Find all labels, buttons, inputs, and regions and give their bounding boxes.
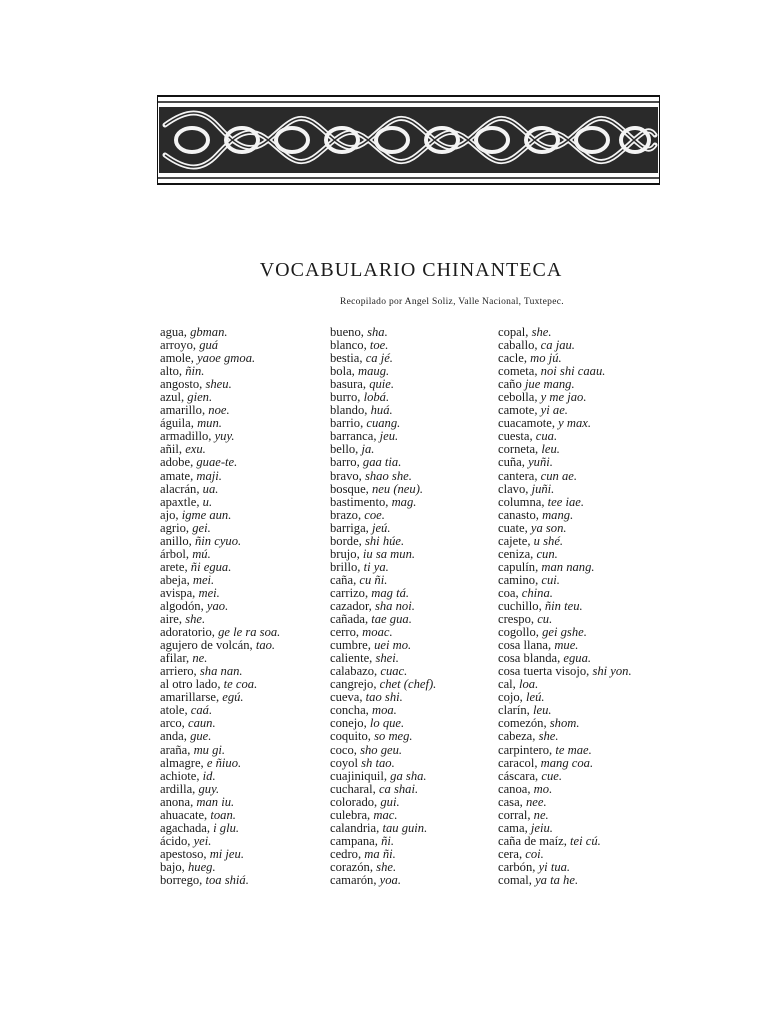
spanish-word: araña, bbox=[160, 742, 191, 757]
chinanteca-translation: mang. bbox=[542, 507, 574, 522]
spanish-word: coyol bbox=[330, 755, 358, 770]
chinanteca-translation: id. bbox=[202, 768, 216, 783]
spanish-word: bello, bbox=[330, 442, 359, 457]
chinanteca-translation: china. bbox=[521, 585, 553, 600]
chinanteca-translation: gui. bbox=[380, 794, 400, 809]
spanish-word: corazón, bbox=[330, 859, 374, 874]
spanish-word: brujo, bbox=[330, 546, 360, 561]
chinanteca-translation: cun ae. bbox=[540, 468, 578, 483]
vocabulary-entry bbox=[330, 561, 505, 574]
spanish-word: ahuacate, bbox=[160, 807, 208, 822]
chinanteca-translation: cu ñi. bbox=[359, 572, 388, 587]
chinanteca-translation: cun. bbox=[536, 546, 558, 561]
spanish-word: anda, bbox=[160, 729, 187, 744]
spanish-word: carrizo, bbox=[330, 585, 369, 600]
chinanteca-translation: man iu. bbox=[196, 794, 235, 809]
chinanteca-translation: mei. bbox=[192, 572, 215, 587]
chinanteca-translation: yuy. bbox=[214, 429, 235, 444]
chinanteca-translation: yuñi. bbox=[528, 455, 553, 470]
chinanteca-translation: gaa tia. bbox=[362, 455, 402, 470]
spanish-word: borde, bbox=[330, 533, 362, 548]
chinanteca-translation: cu. bbox=[537, 612, 553, 627]
spanish-word: armadillo, bbox=[160, 429, 212, 444]
spanish-word: amole, bbox=[160, 351, 194, 366]
chinanteca-translation: toan. bbox=[210, 807, 236, 822]
spanish-word: burro, bbox=[330, 390, 361, 405]
chinanteca-translation: mei. bbox=[198, 585, 220, 600]
spanish-word: cuchillo, bbox=[498, 598, 542, 613]
spanish-word: cuate, bbox=[498, 520, 528, 535]
spanish-word: cuesta, bbox=[498, 429, 533, 444]
spanish-word: cera, bbox=[498, 846, 523, 861]
chinanteca-translation: jeú. bbox=[371, 520, 391, 535]
spanish-word: cuña, bbox=[498, 455, 525, 470]
chinanteca-translation: she. bbox=[538, 729, 559, 744]
spanish-word: árbol, bbox=[160, 546, 190, 561]
chinanteca-translation: coe. bbox=[364, 507, 385, 522]
spanish-word: cosa blanda, bbox=[498, 651, 561, 666]
page-title: VOCABULARIO CHINANTECA bbox=[259, 259, 563, 281]
chinanteca-translation: gbman. bbox=[190, 325, 228, 339]
spanish-word: bola, bbox=[330, 364, 355, 379]
chinanteca-translation: gien. bbox=[187, 390, 213, 405]
spanish-word: anona, bbox=[160, 794, 194, 809]
spanish-word: amate, bbox=[160, 468, 194, 483]
spanish-word: anillo, bbox=[160, 533, 192, 548]
vocabulary-entry bbox=[498, 874, 708, 887]
spanish-word: bravo, bbox=[330, 468, 362, 483]
spanish-word: campana, bbox=[330, 833, 378, 848]
spanish-word: agua, bbox=[160, 325, 187, 339]
chinanteca-translation: e ñiuo. bbox=[206, 755, 242, 770]
chinanteca-translation: leú. bbox=[526, 690, 545, 705]
spanish-word: comal, bbox=[498, 872, 532, 887]
chinanteca-translation: ne. bbox=[533, 807, 549, 822]
chinanteca-translation: ya son. bbox=[530, 520, 567, 535]
chinanteca-translation: guy. bbox=[198, 781, 220, 796]
spanish-word: al otro lado, bbox=[160, 677, 221, 692]
spanish-word: cañada, bbox=[330, 612, 369, 627]
spanish-word: cosa tuerta visojo, bbox=[498, 664, 590, 679]
chinanteca-translation: y max. bbox=[558, 416, 592, 431]
spanish-word: caño bbox=[498, 377, 522, 392]
chinanteca-translation: te mae. bbox=[555, 742, 592, 757]
chinanteca-translation: huá. bbox=[370, 403, 393, 418]
chinanteca-translation: tao. bbox=[255, 638, 276, 653]
chinanteca-translation: sheu. bbox=[205, 377, 232, 392]
chinanteca-translation: moac. bbox=[362, 625, 393, 640]
chinanteca-translation: cui. bbox=[541, 572, 560, 587]
spanish-word: caña de maíz, bbox=[498, 833, 567, 848]
chinanteca-translation: jeu. bbox=[379, 429, 399, 444]
spanish-word: arriero, bbox=[160, 664, 197, 679]
spanish-word: aire, bbox=[160, 612, 183, 627]
chinanteca-translation: cuac. bbox=[380, 664, 408, 679]
spanish-word: carbón, bbox=[498, 859, 536, 874]
spanish-word: casa, bbox=[498, 794, 523, 809]
chinanteca-translation: ca jau. bbox=[540, 338, 575, 353]
chinanteca-translation: so meg. bbox=[374, 729, 413, 744]
chinanteca-translation: she. bbox=[185, 612, 206, 627]
spanish-word: copal, bbox=[498, 325, 529, 339]
spanish-word: ardilla, bbox=[160, 781, 196, 796]
page-subtitle: Recopilado por Angel Soliz, Valle Nacional, Tuxtepec. bbox=[340, 297, 564, 307]
chinanteca-translation: ja. bbox=[361, 442, 375, 457]
chinanteca-translation: jeiu. bbox=[530, 820, 553, 835]
chinanteca-translation: yi ae. bbox=[540, 403, 568, 418]
spanish-word: alacrán, bbox=[160, 481, 200, 496]
vocabulary-entry bbox=[160, 874, 335, 887]
spanish-word: canoa, bbox=[498, 781, 531, 796]
chinanteca-translation: hueg. bbox=[188, 859, 216, 874]
chinanteca-translation: neu (neu). bbox=[371, 481, 424, 496]
spanish-word: alto, bbox=[160, 364, 183, 379]
spanish-word: camote, bbox=[498, 403, 538, 418]
spanish-word: ajo, bbox=[160, 507, 179, 522]
spanish-word: coquito, bbox=[330, 729, 371, 744]
spanish-word: clavo, bbox=[498, 481, 529, 496]
chinanteca-translation: igme aun. bbox=[181, 507, 232, 522]
spanish-word: barranca, bbox=[330, 429, 377, 444]
spanish-word: caña, bbox=[330, 572, 357, 587]
chinanteca-translation: guá bbox=[199, 338, 219, 353]
chinanteca-translation: tau guin. bbox=[382, 820, 428, 835]
chinanteca-translation: ne. bbox=[192, 651, 208, 666]
spanish-word: calabazo, bbox=[330, 664, 378, 679]
chinanteca-translation: i glu. bbox=[213, 820, 240, 835]
spanish-word: cojo, bbox=[498, 690, 523, 705]
chinanteca-translation: iu sa mun. bbox=[362, 546, 416, 561]
chinanteca-translation: ñi. bbox=[381, 833, 395, 848]
chinanteca-translation: noe. bbox=[208, 403, 230, 418]
spanish-word: cerro, bbox=[330, 625, 360, 640]
vocabulary-entry bbox=[498, 470, 708, 483]
chinanteca-translation: mag tá. bbox=[371, 585, 410, 600]
spanish-word: abeja, bbox=[160, 572, 190, 587]
chinanteca-translation: sha noi. bbox=[374, 598, 415, 613]
chinanteca-translation: lobá. bbox=[363, 390, 390, 405]
spanish-word: cedro, bbox=[330, 846, 362, 861]
spanish-word: cabeza, bbox=[498, 729, 536, 744]
chinanteca-translation: chet (chef). bbox=[379, 677, 437, 692]
chinanteca-translation: mac. bbox=[373, 807, 398, 822]
spanish-word: amarillo, bbox=[160, 403, 206, 418]
spanish-word: corneta, bbox=[498, 442, 539, 457]
vocabulary-entry bbox=[160, 848, 335, 861]
chinanteca-translation: ua. bbox=[202, 481, 219, 496]
spanish-word: angosto, bbox=[160, 377, 203, 392]
spanish-word: bosque, bbox=[330, 481, 369, 496]
spanish-word: barriga, bbox=[330, 520, 369, 535]
chinanteca-translation: toa shiá. bbox=[205, 872, 249, 887]
spanish-word: águila, bbox=[160, 416, 194, 431]
chinanteca-translation: ge le ra soa. bbox=[218, 625, 281, 640]
spanish-word: calandria, bbox=[330, 820, 380, 835]
spanish-word: cajete, bbox=[498, 533, 531, 548]
chinanteca-translation: uei mo. bbox=[374, 638, 412, 653]
chinanteca-translation: gei. bbox=[192, 520, 211, 535]
spanish-word: borrego, bbox=[160, 872, 203, 887]
spanish-word: blando, bbox=[330, 403, 368, 418]
chinanteca-translation: mo jú. bbox=[530, 351, 562, 366]
chinanteca-translation: shei. bbox=[375, 651, 399, 666]
chinanteca-translation: noi shi caau. bbox=[540, 364, 606, 379]
chinanteca-translation: y me jao. bbox=[540, 390, 587, 405]
spanish-word: apaxtle, bbox=[160, 494, 200, 509]
spanish-word: brazo, bbox=[330, 507, 362, 522]
spanish-word: camarón, bbox=[330, 872, 377, 887]
chinanteca-translation: shom. bbox=[549, 716, 580, 731]
chinanteca-translation: guae-te. bbox=[196, 455, 238, 470]
chinanteca-translation: sho geu. bbox=[360, 742, 403, 757]
chinanteca-translation: shao she. bbox=[364, 468, 412, 483]
spanish-word: blanco, bbox=[330, 338, 367, 353]
spanish-word: cueva, bbox=[330, 690, 363, 705]
chinanteca-translation: ñin teu. bbox=[544, 598, 583, 613]
spanish-word: camino, bbox=[498, 572, 539, 587]
chinanteca-translation: egua. bbox=[563, 651, 592, 666]
spanish-word: ácido, bbox=[160, 833, 191, 848]
chinanteca-translation: mag. bbox=[391, 494, 417, 509]
chinanteca-translation: mue. bbox=[554, 638, 579, 653]
chinanteca-translation: leu. bbox=[532, 703, 552, 718]
chinanteca-translation: maug. bbox=[358, 364, 390, 379]
chinanteca-translation: lo que. bbox=[369, 716, 405, 731]
spanish-word: cogollo, bbox=[498, 625, 539, 640]
spanish-word: columna, bbox=[498, 494, 545, 509]
spanish-word: avispa, bbox=[160, 585, 196, 600]
chinanteca-translation: sha. bbox=[367, 325, 388, 339]
chinanteca-translation: yaoe gmoa. bbox=[197, 351, 256, 366]
decorative-knot-banner bbox=[157, 95, 660, 185]
spanish-word: cucharal, bbox=[330, 781, 376, 796]
chinanteca-translation: sha nan. bbox=[199, 664, 243, 679]
spanish-word: ceniza, bbox=[498, 546, 534, 561]
chinanteca-translation: gue. bbox=[190, 729, 212, 744]
chinanteca-translation: sh tao. bbox=[361, 755, 395, 770]
spanish-word: caliente, bbox=[330, 651, 373, 666]
spanish-word: capulín, bbox=[498, 559, 539, 574]
vocabulary-column-2 bbox=[330, 326, 505, 887]
spanish-word: cáscara, bbox=[498, 768, 539, 783]
chinanteca-translation: ti ya. bbox=[363, 559, 389, 574]
chinanteca-translation: tee iae. bbox=[547, 494, 585, 509]
spanish-word: azul, bbox=[160, 390, 185, 405]
chinanteca-translation: quie. bbox=[369, 377, 395, 392]
chinanteca-translation: cuang. bbox=[366, 416, 401, 431]
spanish-word: cumbre, bbox=[330, 638, 371, 653]
chinanteca-translation: yei. bbox=[193, 833, 212, 848]
spanish-word: cuacamote, bbox=[498, 416, 555, 431]
chinanteca-translation: gei gshe. bbox=[542, 625, 587, 640]
spanish-word: conejo, bbox=[330, 716, 367, 731]
spanish-word: carpintero, bbox=[498, 742, 553, 757]
chinanteca-translation: coi. bbox=[525, 846, 544, 861]
chinanteca-translation: mang coa. bbox=[540, 755, 594, 770]
spanish-word: colorado, bbox=[330, 794, 378, 809]
vocabulary-entry bbox=[498, 809, 708, 822]
spanish-word: achiote, bbox=[160, 768, 200, 783]
chinanteca-translation: caá. bbox=[190, 703, 213, 718]
spanish-word: brillo, bbox=[330, 559, 361, 574]
chinanteca-translation: yao. bbox=[206, 598, 229, 613]
chinanteca-translation: ca jé. bbox=[365, 351, 393, 366]
chinanteca-translation: nee. bbox=[525, 794, 547, 809]
spanish-word: apestoso, bbox=[160, 846, 207, 861]
chinanteca-translation: caun. bbox=[187, 716, 216, 731]
vocabulary-entry bbox=[330, 874, 505, 887]
chinanteca-translation: yoa. bbox=[379, 872, 402, 887]
chinanteca-translation: tae gua. bbox=[371, 612, 412, 627]
spanish-word: culebra, bbox=[330, 807, 371, 822]
spanish-word: arco, bbox=[160, 716, 185, 731]
spanish-word: atole, bbox=[160, 703, 188, 718]
spanish-word: barro, bbox=[330, 455, 360, 470]
spanish-word: algodón, bbox=[160, 598, 204, 613]
chinanteca-translation: jue mang. bbox=[524, 377, 575, 392]
chinanteca-translation: tei cú. bbox=[570, 833, 601, 848]
chinanteca-translation: ga sha. bbox=[390, 768, 427, 783]
vocabulary-column-3 bbox=[498, 326, 708, 887]
chinanteca-translation: she. bbox=[531, 325, 552, 339]
spanish-word: cometa, bbox=[498, 364, 538, 379]
spanish-word: cosa llana, bbox=[498, 638, 552, 653]
spanish-word: canasto, bbox=[498, 507, 539, 522]
spanish-word: caballo, bbox=[498, 338, 538, 353]
chinanteca-translation: mú. bbox=[192, 546, 211, 561]
chinanteca-translation: exu. bbox=[185, 442, 206, 457]
spanish-word: afilar, bbox=[160, 651, 190, 666]
spanish-word: adobe, bbox=[160, 455, 194, 470]
chinanteca-translation: juñi. bbox=[531, 481, 555, 496]
spanish-word: cama, bbox=[498, 820, 528, 835]
vocabulary-column-1 bbox=[160, 326, 335, 887]
chinanteca-translation: ñin cyuo. bbox=[195, 533, 242, 548]
spanish-word: coco, bbox=[330, 742, 357, 757]
spanish-word: barrio, bbox=[330, 416, 364, 431]
chinanteca-translation: cua. bbox=[535, 429, 558, 444]
spanish-word: almagre, bbox=[160, 755, 204, 770]
spanish-word: agrio, bbox=[160, 520, 190, 535]
chinanteca-translation: ya ta he. bbox=[535, 872, 579, 887]
spanish-word: basura, bbox=[330, 377, 367, 392]
chinanteca-translation: moa. bbox=[371, 703, 397, 718]
spanish-word: cal, bbox=[498, 677, 516, 692]
spanish-word: bueno, bbox=[330, 325, 364, 339]
chinanteca-translation: ñin. bbox=[185, 364, 205, 379]
spanish-word: añil, bbox=[160, 442, 183, 457]
chinanteca-translation: ñi egua. bbox=[190, 559, 232, 574]
chinanteca-translation: mu gi. bbox=[193, 742, 226, 757]
chinanteca-translation: leu. bbox=[541, 442, 560, 457]
chinanteca-translation: shi yon. bbox=[592, 664, 632, 679]
chinanteca-translation: ma ñi. bbox=[364, 846, 396, 861]
spanish-word: cangrejo, bbox=[330, 677, 377, 692]
chinanteca-translation: shi húe. bbox=[364, 533, 405, 548]
chinanteca-translation: te coa. bbox=[223, 677, 258, 692]
chinanteca-translation: she. bbox=[376, 859, 397, 874]
chinanteca-translation: mo. bbox=[533, 781, 553, 796]
spanish-word: cazador, bbox=[330, 598, 372, 613]
chinanteca-translation: mi jeu. bbox=[209, 846, 244, 861]
spanish-word: bastimento, bbox=[330, 494, 389, 509]
spanish-word: crespo, bbox=[498, 612, 535, 627]
spanish-word: clarín, bbox=[498, 703, 530, 718]
chinanteca-translation: ca shai. bbox=[378, 781, 419, 796]
spanish-word: agachada, bbox=[160, 820, 210, 835]
chinanteca-translation: egú. bbox=[222, 690, 244, 705]
spanish-word: arete, bbox=[160, 559, 188, 574]
chinanteca-translation: man nang. bbox=[541, 559, 595, 574]
spanish-word: adoratorio, bbox=[160, 625, 215, 640]
chinanteca-translation: u shé. bbox=[533, 533, 564, 548]
spanish-word: coa, bbox=[498, 585, 519, 600]
spanish-word: bajo, bbox=[160, 859, 185, 874]
spanish-word: cantera, bbox=[498, 468, 538, 483]
spanish-word: corral, bbox=[498, 807, 531, 822]
chinanteca-translation: toe. bbox=[369, 338, 389, 353]
spanish-word: cuajiniquil, bbox=[330, 768, 388, 783]
spanish-word: comezón, bbox=[498, 716, 547, 731]
vocabulary-entry bbox=[498, 509, 708, 522]
spanish-word: amarillarse, bbox=[160, 690, 220, 705]
chinanteca-translation: u. bbox=[202, 494, 213, 509]
spanish-word: concha, bbox=[330, 703, 369, 718]
chinanteca-translation: yi tua. bbox=[538, 859, 571, 874]
spanish-word: agujero de volcán, bbox=[160, 638, 253, 653]
spanish-word: caracol, bbox=[498, 755, 538, 770]
spanish-word: arroyo, bbox=[160, 338, 197, 353]
spanish-word: cebolla, bbox=[498, 390, 538, 405]
chinanteca-translation: maji. bbox=[196, 468, 222, 483]
spanish-word: bestia, bbox=[330, 351, 363, 366]
spanish-word: cacle, bbox=[498, 351, 528, 366]
chinanteca-translation: tao shi. bbox=[365, 690, 403, 705]
chinanteca-translation: cue. bbox=[541, 768, 562, 783]
chinanteca-translation: mun. bbox=[197, 416, 222, 431]
chinanteca-translation: loa. bbox=[518, 677, 539, 692]
